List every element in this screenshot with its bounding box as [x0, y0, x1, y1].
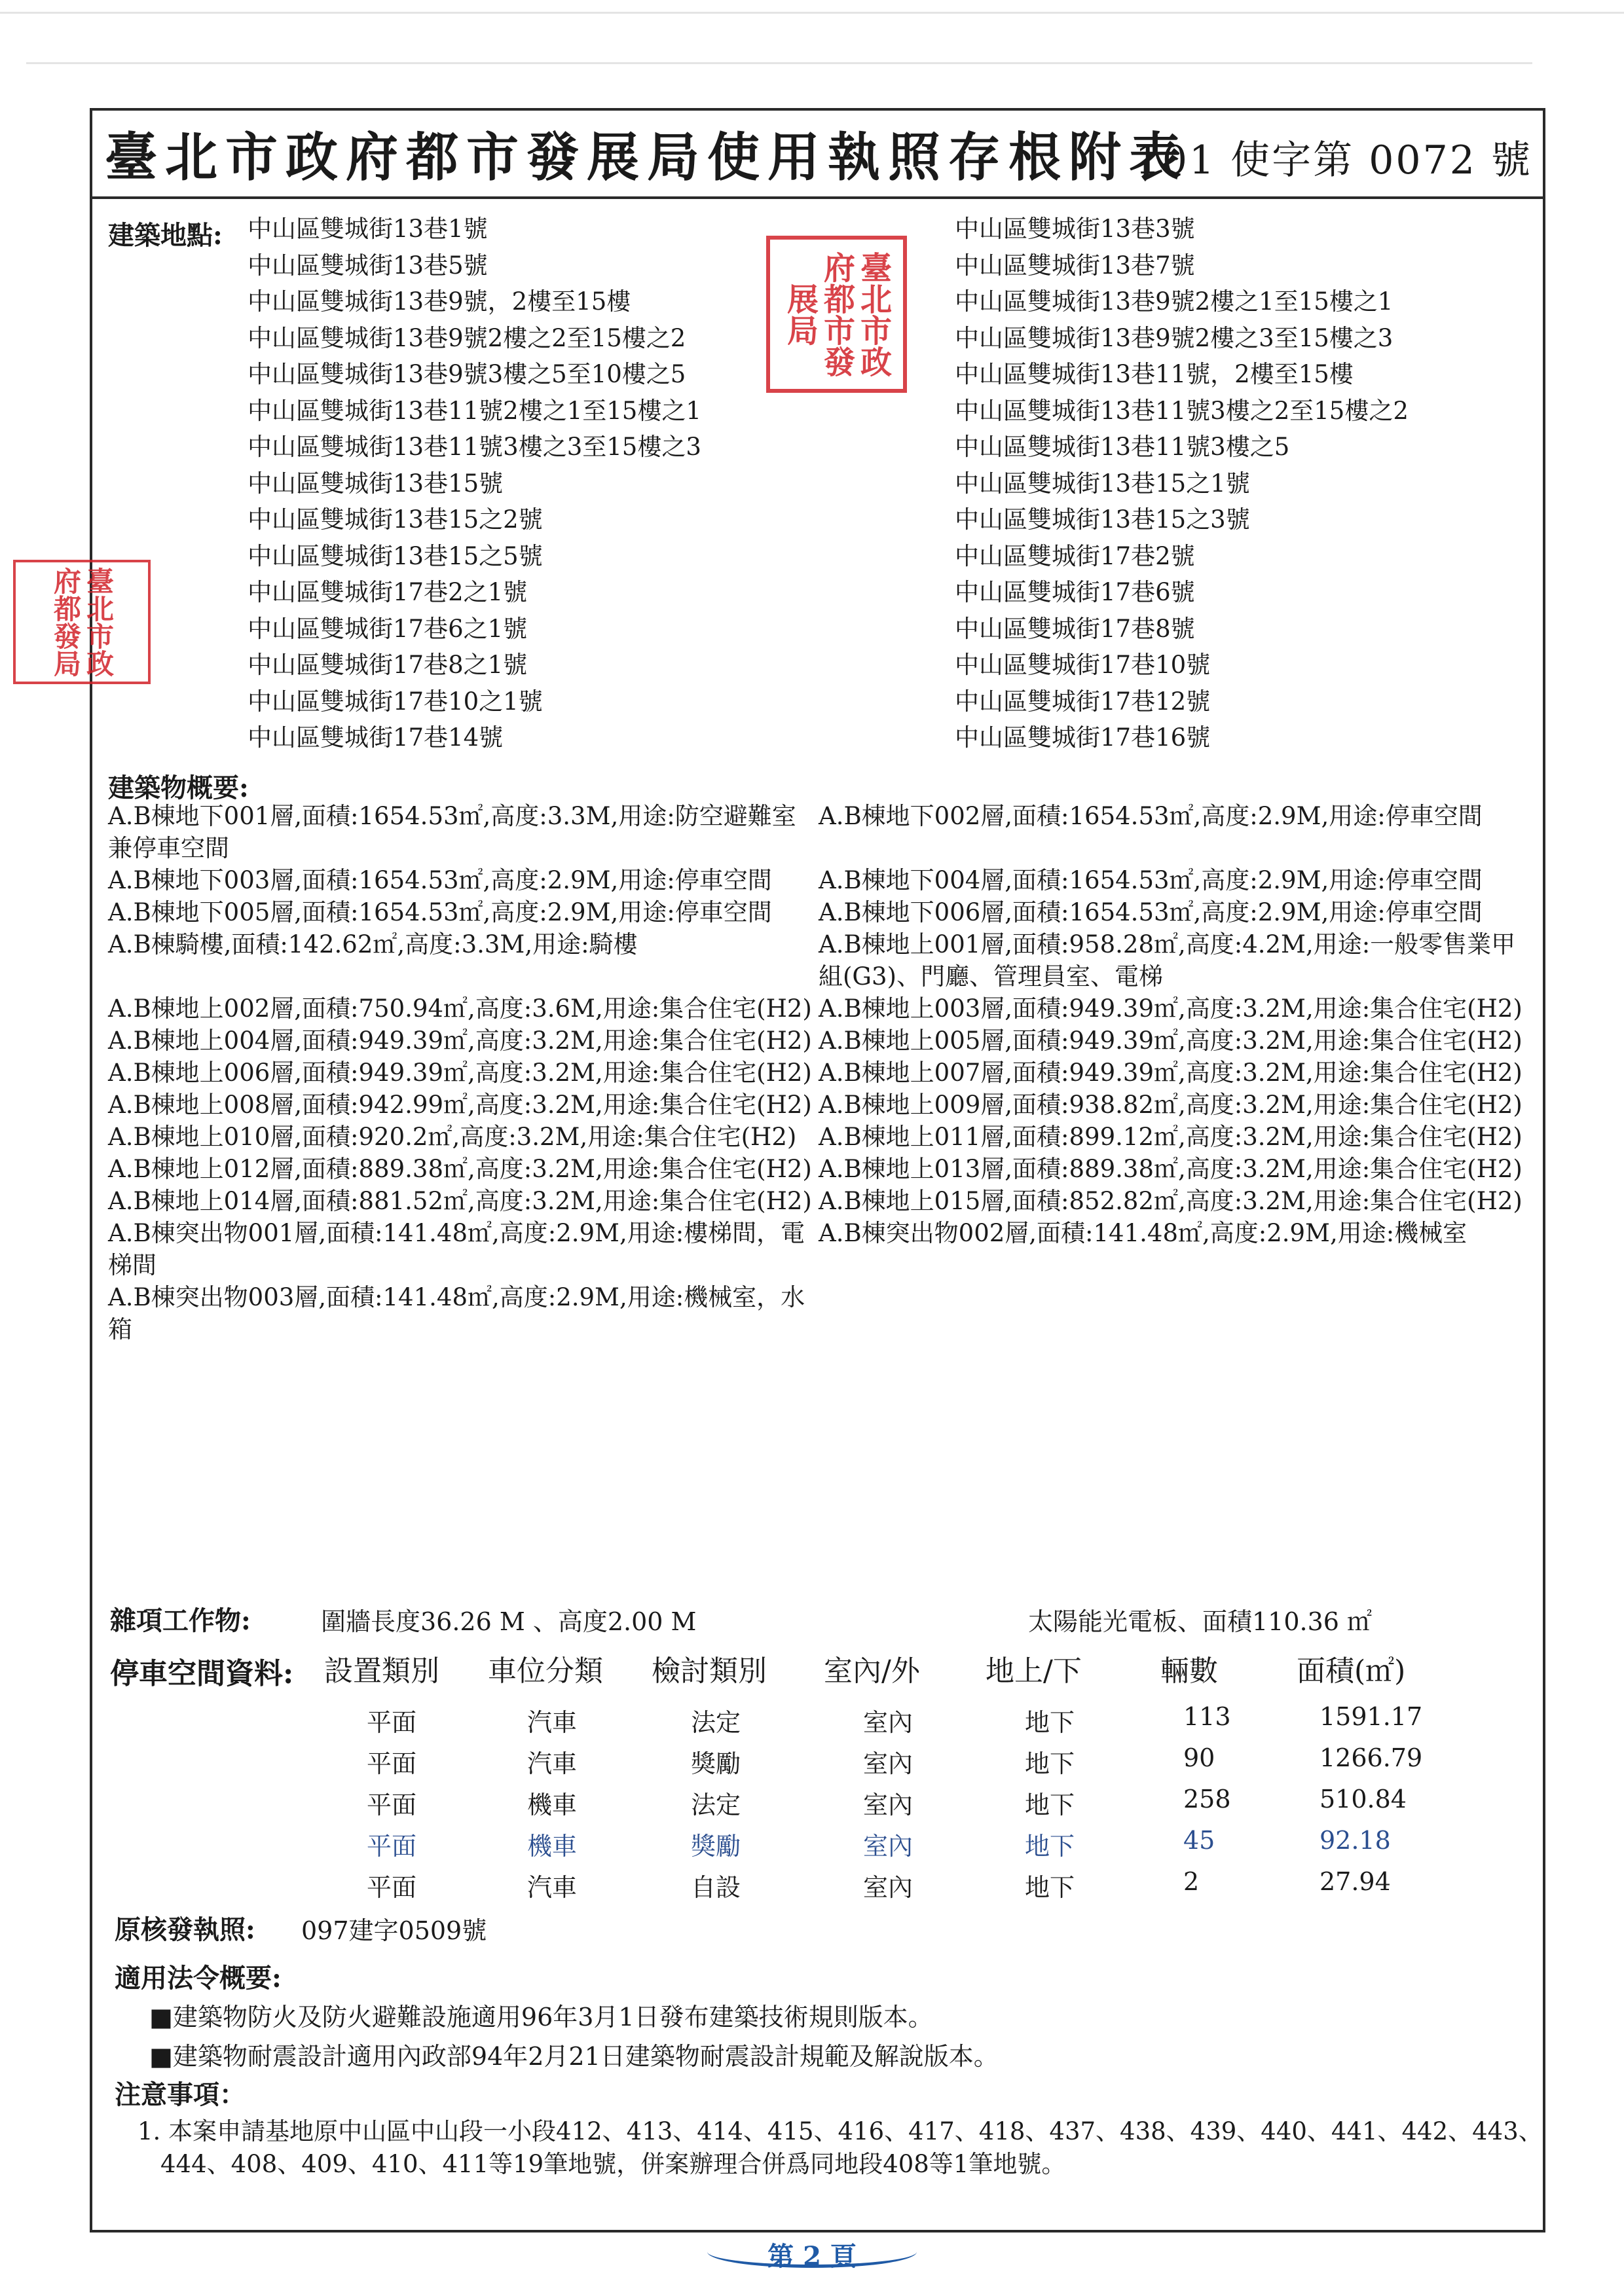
parking-cell: 2 [1183, 1867, 1200, 1896]
title-divider [90, 196, 1545, 199]
parking-cell: 地下 [1025, 1791, 1075, 1819]
building-floor-entry: A.B棟地下003層,面積:1654.53㎡,高度:2.9M,用途:停車空間 [108, 866, 772, 894]
parking-cell: 510.84 [1320, 1785, 1407, 1813]
address-line: 中山區雙城街13巷11號3樓之5 [955, 433, 1290, 461]
building-floor-entry: A.B棟突出物002層,面積:141.48㎡,高度:2.9M,用途:機械室 [819, 1219, 1467, 1247]
building-floor-entry: A.B棟地上004層,面積:949.39㎡,高度:3.2M,用途:集合住宅(H2) [108, 1027, 812, 1055]
address-line: 中山區雙城街13巷9號2樓之3至15樓之3 [955, 323, 1393, 352]
parking-cell: 地下 [1025, 1832, 1075, 1861]
address-line: 中山區雙城街17巷6之1號 [248, 614, 528, 643]
parking-cell: 113 [1183, 1702, 1231, 1731]
misc-item-fence: 圍牆長度36.26 M 、高度2.00 M [321, 1607, 697, 1636]
parking-cell: 92.18 [1320, 1826, 1391, 1855]
building-floor-entry: A.B棟地上013層,面積:889.38㎡,高度:3.2M,用途:集合住宅(H2) [819, 1155, 1522, 1183]
parking-cell: 27.94 [1320, 1867, 1391, 1896]
address-line: 中山區雙城街13巷15號 [248, 469, 504, 498]
parking-column-header: 地上/下 [986, 1654, 1082, 1688]
address-line: 中山區雙城街13巷15之5號 [248, 541, 543, 570]
parking-cell: 獎勵 [691, 1832, 741, 1861]
parking-cell: 室內 [863, 1873, 913, 1902]
building-floor-entry: A.B棟地下004層,面積:1654.53㎡,高度:2.9M,用途:停車空間 [819, 866, 1483, 894]
page-number-stamp: 第 2 頁 [707, 2236, 917, 2268]
parking-cell: 平面 [367, 1791, 417, 1819]
building-floor-entry [819, 1281, 1522, 1345]
address-line: 中山區雙城街17巷14號 [248, 723, 504, 752]
address-line: 中山區雙城街13巷1號 [248, 215, 488, 243]
parking-cell: 法定 [691, 1708, 741, 1737]
address-line: 中山區雙城街17巷16號 [955, 723, 1211, 752]
parking-cell: 1266.79 [1320, 1743, 1423, 1772]
parking-cell: 平面 [367, 1708, 417, 1737]
building-floor-entry: A.B棟地上014層,面積:881.52㎡,高度:3.2M,用途:集合住宅(H2) [108, 1187, 812, 1215]
building-floor-entry: A.B棟地上012層,面積:889.38㎡,高度:3.2M,用途:集合住宅(H2) [108, 1155, 812, 1183]
parking-cell: 1591.17 [1320, 1702, 1423, 1731]
parking-cell: 機車 [527, 1791, 578, 1819]
address-list-right [955, 211, 1409, 756]
parking-column-header: 面積(㎡) [1297, 1654, 1406, 1688]
address-line: 中山區雙城街13巷11號，2樓至15樓 [955, 360, 1354, 388]
parking-cell: 法定 [691, 1791, 741, 1819]
building-floor-entry: A.B棟突出物001層,面積:141.48㎡,高度:2.9M,用途:樓梯間，電梯間 [108, 1219, 805, 1279]
misc-works-label: 雜項工作物: [110, 1605, 251, 1636]
parking-cell: 汽車 [527, 1708, 578, 1737]
note-item-1: 1. 本案申請基地原中山區中山段一小段412、413、414、415、416、417、418、437、438、439、440、441、442、443、 [138, 2117, 1543, 2145]
building-floor-entry: A.B棟地下002層,面積:1654.53㎡,高度:2.9M,用途:停車空間 [819, 802, 1483, 830]
building-floor-entry: A.B棟突出物003層,面積:141.48㎡,高度:2.9M,用途:機械室，水箱 [108, 1283, 805, 1343]
address-line: 中山區雙城街17巷6號 [955, 578, 1195, 606]
parking-cell: 機車 [527, 1832, 578, 1861]
address-line: 中山區雙城街13巷9號3樓之5至10樓之5 [248, 360, 686, 388]
address-line: 中山區雙城街13巷7號 [955, 251, 1195, 280]
law-summary-label: 適用法令概要: [115, 1963, 282, 1994]
permit-number: 101 使字第 0072 號 [1135, 137, 1532, 183]
building-floor-entry: A.B棟地上007層,面積:949.39㎡,高度:3.2M,用途:集合住宅(H2) [819, 1059, 1522, 1087]
parking-cell: 汽車 [527, 1873, 578, 1902]
building-floors-right [819, 800, 1522, 1345]
parking-column-header: 車位分類 [488, 1654, 603, 1688]
note-item-1-continued: 444、408、409、410、411等19筆地號，併案辦理合併爲同地段408等1筆地號。 [160, 2150, 1066, 2178]
building-floor-entry: A.B棟騎樓,面積:142.62㎡,高度:3.3M,用途:騎樓 [108, 930, 638, 958]
official-seal-top: 臺北市政府都市發展局 [766, 236, 907, 393]
address-line: 中山區雙城街13巷3號 [955, 215, 1195, 243]
address-line: 中山區雙城街17巷8之1號 [248, 651, 528, 679]
parking-cell: 258 [1183, 1785, 1231, 1813]
address-line: 中山區雙城街13巷15之1號 [955, 469, 1250, 498]
building-floors-left [108, 800, 812, 1345]
address-line: 中山區雙城街13巷15之3號 [955, 505, 1250, 534]
parking-cell: 平面 [367, 1832, 417, 1861]
parking-cell: 地下 [1025, 1708, 1075, 1737]
parking-cell: 平面 [367, 1749, 417, 1778]
address-line: 中山區雙城街13巷11號2樓之1至15樓之1 [248, 396, 701, 425]
building-floor-entry: A.B棟地上010層,面積:920.2㎡,高度:3.2M,用途:集合住宅(H2) [108, 1123, 797, 1151]
parking-cell: 汽車 [527, 1749, 578, 1778]
parking-cell: 45 [1183, 1826, 1215, 1855]
parking-cell: 90 [1183, 1743, 1215, 1772]
building-floor-entry: A.B棟地上003層,面積:949.39㎡,高度:3.2M,用途:集合住宅(H2) [819, 994, 1522, 1023]
parking-cell: 室內 [863, 1749, 913, 1778]
address-line: 中山區雙城街13巷11號3樓之2至15樓之2 [955, 396, 1409, 425]
address-line: 中山區雙城街13巷11號3樓之3至15樓之3 [248, 433, 701, 461]
parking-cell: 平面 [367, 1873, 417, 1902]
notes-label: 注意事項： [115, 2079, 246, 2110]
building-floor-entry: A.B棟地上002層,面積:750.94㎡,高度:3.6M,用途:集合住宅(H2) [108, 994, 812, 1023]
address-line: 中山區雙城街17巷8號 [955, 614, 1195, 643]
parking-cell: 地下 [1025, 1749, 1075, 1778]
parking-cell: 室內 [863, 1791, 913, 1819]
parking-column-header: 輛數 [1160, 1654, 1218, 1688]
page-title: 臺北市政府都市發展局使用執照存根附表 [105, 126, 1189, 188]
parking-cell: 室內 [863, 1832, 913, 1861]
address-line: 中山區雙城街17巷10號 [955, 651, 1211, 679]
original-permit-label: 原核發執照: [115, 1914, 255, 1945]
scan-artifact [0, 12, 1624, 14]
parking-column-header: 室內/外 [824, 1654, 920, 1688]
building-floor-entry: A.B棟地上011層,面積:899.12㎡,高度:3.2M,用途:集合住宅(H2) [819, 1123, 1522, 1151]
building-floor-entry: A.B棟地上008層,面積:942.99㎡,高度:3.2M,用途:集合住宅(H2) [108, 1091, 812, 1119]
address-line: 中山區雙城街17巷10之1號 [248, 687, 543, 716]
parking-cell: 自設 [691, 1873, 741, 1902]
parking-column-header: 設置類別 [324, 1654, 439, 1688]
building-floor-entry: A.B棟地上005層,面積:949.39㎡,高度:3.2M,用途:集合住宅(H2) [819, 1027, 1522, 1055]
building-floor-entry: A.B棟地上009層,面積:938.82㎡,高度:3.2M,用途:集合住宅(H2) [819, 1091, 1522, 1119]
address-list-left [248, 211, 701, 756]
building-floor-entry: A.B棟地下006層,面積:1654.53㎡,高度:2.9M,用途:停車空間 [819, 898, 1483, 926]
building-floor-entry: A.B棟地下005層,面積:1654.53㎡,高度:2.9M,用途:停車空間 [108, 898, 772, 926]
parking-cell: 地下 [1025, 1873, 1075, 1902]
original-permit-number: 097建字0509號 [301, 1916, 487, 1945]
address-label: 建築地點: [108, 220, 223, 251]
scan-artifact [26, 62, 1532, 64]
building-floor-entry: A.B棟地下001層,面積:1654.53㎡,高度:3.3M,用途:防空避難室兼停車空間 [108, 802, 796, 862]
address-line: 中山區雙城街17巷2之1號 [248, 578, 528, 606]
law-item-seismic: ■建築物耐震設計適用內政部94年2月21日建築物耐震設計規範及解說版本。 [149, 2042, 999, 2071]
building-floor-entry: A.B棟地上015層,面積:852.82㎡,高度:3.2M,用途:集合住宅(H2) [819, 1187, 1522, 1215]
address-line: 中山區雙城街17巷2號 [955, 541, 1195, 570]
parking-cell: 獎勵 [691, 1749, 741, 1778]
building-floor-entry: A.B棟地上001層,面積:958.28㎡,高度:4.2M,用途:一般零售業甲組(G3)、門廳、管理員室、電梯 [819, 930, 1516, 991]
building-floor-entry: A.B棟地上006層,面積:949.39㎡,高度:3.2M,用途:集合住宅(H2) [108, 1059, 812, 1087]
parking-cell: 室內 [863, 1708, 913, 1737]
address-line: 中山區雙城街13巷9號，2樓至15樓 [248, 287, 631, 316]
misc-item-solar: 太陽能光電板、面積110.36 ㎡ [1028, 1607, 1373, 1636]
building-summary-label: 建築物概要: [108, 773, 249, 803]
official-seal-left: 臺北市政府都發局 [13, 560, 151, 684]
law-item-fire: ■建築物防火及防火避難設施適用96年3月1日發布建築技術規則版本。 [149, 2003, 933, 2032]
address-line: 中山區雙城街17巷12號 [955, 687, 1211, 716]
address-line: 中山區雙城街13巷15之2號 [248, 505, 543, 534]
address-line: 中山區雙城街13巷5號 [248, 251, 488, 280]
address-line: 中山區雙城街13巷9號2樓之2至15樓之2 [248, 323, 686, 352]
parking-label: 停車空間資料: [110, 1657, 294, 1690]
parking-column-header: 檢討類別 [652, 1654, 767, 1688]
address-line: 中山區雙城街13巷9號2樓之1至15樓之1 [955, 287, 1393, 316]
